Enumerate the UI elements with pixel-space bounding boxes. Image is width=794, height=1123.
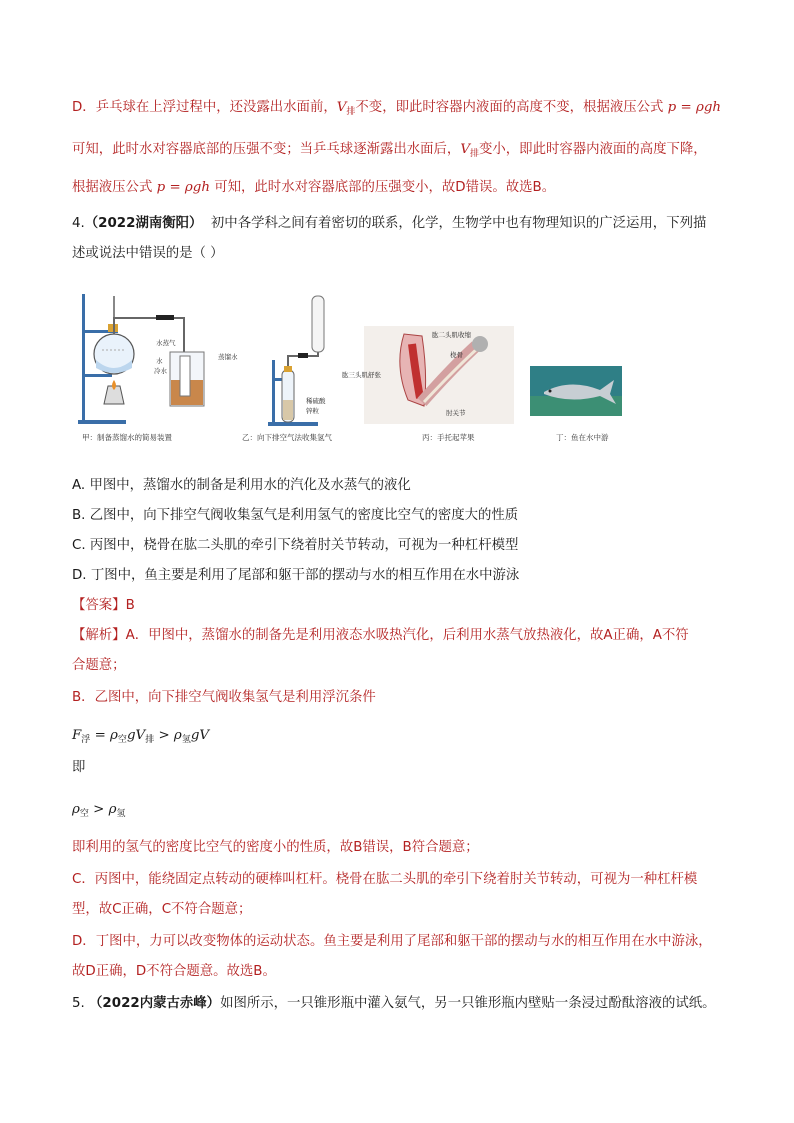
eq-subscript: 氢	[116, 809, 126, 819]
caption-bing: 丙：手托起苹果	[422, 433, 475, 442]
q4-figure	[72, 290, 632, 440]
buoyancy-equation	[72, 726, 209, 750]
analysis-b-line-2: 即利用的氢气的密度比空气的密度小的性质，故B错误，B符合题意；	[72, 840, 479, 855]
answer-line	[72, 596, 135, 616]
analysis-a-line-2: 合题意；	[72, 658, 126, 673]
q5-stem-line-1	[72, 994, 716, 1014]
option-c: C. 丙图中，桡骨在肱二头肌的牵引下绕着肘关节转动，可视为一种杠杆模型	[72, 538, 519, 553]
question-number: 5.	[72, 996, 85, 1011]
question-stem: 初中各学科之间有着密切的联系，化学，生物学中也有物理知识的广泛运用，下列描	[210, 216, 707, 231]
analysis-d-line-2: 故D正确，D不符合题意。故选B。	[72, 964, 276, 979]
answer-tag: 【答案】	[72, 598, 126, 613]
label-zinc: 锌粒	[306, 407, 319, 415]
eq-subscript: 浮	[81, 735, 91, 745]
label-distilled-water: 蒸馏水	[218, 353, 238, 361]
option-b: B. 乙图中，向下排空气阀收集氢气是利用氢气的密度比空气的密度大的性质	[72, 508, 519, 523]
analysis-tag: 【解析】	[72, 628, 126, 643]
question-source: （2022湖南衡阳）	[84, 216, 203, 231]
analysis-c-line-2: 型，故C正确，C不符合题意；	[72, 902, 252, 917]
q3-text: 可知，此时水对容器底部的压强变小，故D错误。故选B。	[214, 180, 556, 195]
eq-subscript: 氢	[181, 735, 191, 745]
analysis-text: A．甲图中，蒸馏水的制备先是利用液态水吸热汽化，后利用水蒸气放热液化，故A正确，A不符	[125, 628, 689, 643]
distillation-apparatus-diagram	[72, 290, 232, 430]
v-symbol: V	[336, 100, 347, 115]
v-subscript: 排	[470, 149, 480, 159]
eq-symbol: gV	[190, 728, 210, 743]
analysis-b-line-1: B．乙图中，向下排空气阀收集氢气是利用浮沉条件	[72, 690, 376, 705]
question-source: （2022内蒙古赤峰）	[89, 996, 221, 1011]
q3-text: 变小，即此时容器内液面的高度下降，	[479, 142, 707, 157]
q3-text: D．乒乓球在上浮过程中，还没露出水面前，	[72, 100, 337, 115]
arm-lever-diagram	[364, 326, 514, 426]
answer-value: B	[125, 598, 135, 613]
analysis-a-line-1	[72, 626, 689, 646]
analysis-c-line-1: C．丙图中，能绕固定点转动的硬棒叫杠杆。桡骨在肱二头肌的牵引下绕着肘关节转动，可视为一种杠杆模	[72, 872, 698, 887]
eq-symbol: gV	[126, 728, 146, 743]
label-radius: 桡骨	[450, 351, 463, 359]
q4-stem-line-2	[72, 244, 224, 264]
option-d: D. 丁图中，鱼主要是利用了尾部和躯干部的摆动与水的相互作用在水中游泳	[72, 568, 520, 583]
ji-text: 即	[72, 760, 86, 775]
caption-ding: 丁：鱼在水中游	[556, 433, 609, 442]
caption-yi: 乙：向下排空气法收集氢气	[242, 433, 332, 442]
density-inequality	[72, 800, 126, 824]
q3-text: 可知，此时水对容器底部的压强不变；当乒乓球逐渐露出水面后，	[72, 142, 461, 157]
eq-symbol: > ρ	[154, 728, 182, 743]
fish-photo	[530, 366, 622, 416]
label-biceps: 肱二头肌收缩	[432, 331, 471, 339]
label-steam: 水蒸气	[156, 339, 176, 347]
v-symbol: V	[460, 142, 470, 157]
q4-stem-line-1	[72, 214, 706, 234]
analysis-d-line-1: D．丁图中，力可以改变物体的运动状态。鱼主要是利用了尾部和躯干部的摆动与水的相互作用在水中游泳，	[72, 934, 712, 949]
q3-analysis-line-3	[72, 178, 555, 198]
pressure-formula: p = ρgh	[667, 100, 722, 115]
q3-analysis-line-1	[72, 98, 721, 122]
label-cold-water: 冷水	[154, 367, 167, 375]
eq-symbol: = ρ	[90, 728, 118, 743]
eq-symbol: F	[72, 728, 82, 743]
q3-analysis-line-2	[72, 140, 707, 164]
eq-symbol: > ρ	[88, 802, 117, 817]
label-water: 水	[156, 357, 163, 365]
eq-subscript: 排	[145, 735, 155, 745]
label-triceps: 肱三头肌舒张	[342, 371, 381, 379]
question-stem: 如图所示，一只锥形瓶中灌入氨气，另一只锥形瓶内壁贴一条浸过酚酞溶液的试纸。	[220, 996, 716, 1011]
question-stem: 述或说法中错误的是（ ）	[72, 246, 224, 261]
eq-symbol: ρ	[72, 802, 80, 817]
eq-subscript: 空	[79, 809, 89, 819]
question-number: 4.	[72, 216, 85, 231]
option-a: A. 甲图中，蒸馏水的制备是利用水的汽化及水蒸气的液化	[72, 478, 411, 493]
label-dilute-acid: 稀硫酸	[306, 397, 326, 405]
pressure-formula: p = ρgh	[156, 180, 210, 195]
q3-text: 不变，即此时容器内液面的高度不变，根据液压公式	[355, 100, 664, 115]
eq-subscript: 空	[117, 735, 127, 745]
caption-jia: 甲：制备蒸馏水的简易装置	[82, 433, 172, 442]
q3-text: 根据液压公式	[72, 180, 153, 195]
v-subscript: 排	[346, 107, 356, 117]
label-elbow: 肘关节	[446, 409, 466, 417]
